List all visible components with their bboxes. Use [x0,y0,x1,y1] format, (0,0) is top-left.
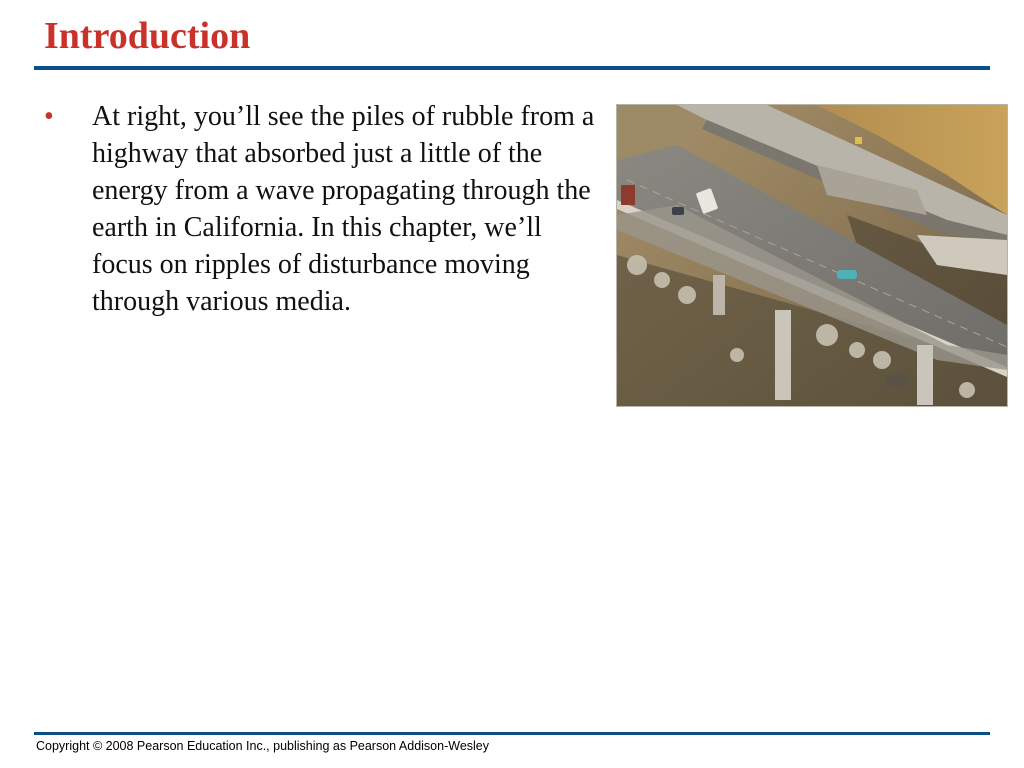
copyright-notice: Copyright © 2008 Pearson Education Inc., publishing as Pearson Addison-Wesley [36,739,489,753]
bullet-list [44,98,604,320]
bullet-item [44,98,604,320]
bullet-text: At right, you’ll see the piles of rubble from a highway that absorbed just a little of the energy from a wave propagating through the earth in California. In this chapter, we’ll focus on ripples of disturbance moving through various media. [92,101,595,317]
bullet-marker: • [44,101,54,132]
footer-divider [34,732,990,735]
slide-title: Introduction [44,15,251,57]
title-divider [34,66,990,70]
collapsed-highway-photo [616,104,1008,407]
